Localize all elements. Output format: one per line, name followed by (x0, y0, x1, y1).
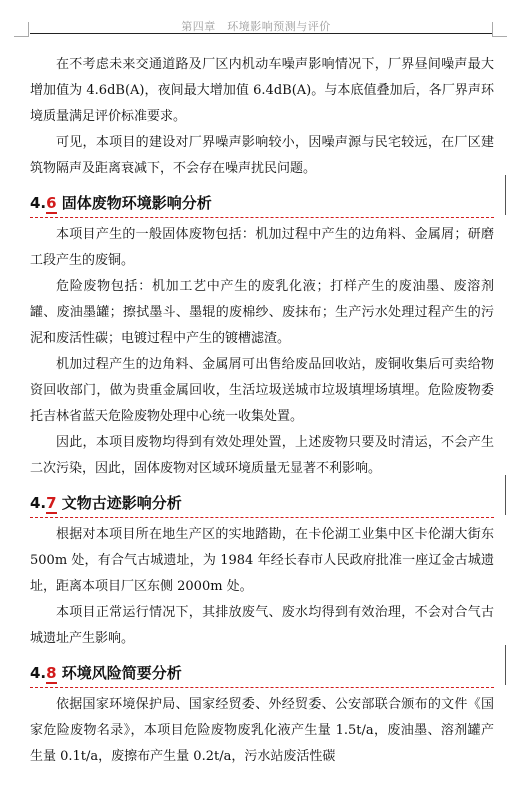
header-chapter-title: 第四章 环境影响预测与评价 (181, 20, 331, 33)
heading-number-tracked-change: 8 (46, 664, 57, 682)
heading-prefix: 4. (30, 494, 47, 512)
paragraph-waste-1: 本项目产生的一般固体废物包括：机加过程中产生的边角料、金属屑；研磨工段产生的废铜。 (30, 227, 494, 268)
revision-bar (505, 475, 506, 515)
revision-dashed-line (30, 217, 494, 218)
heading-title: 固体废物环境影响分析 (56, 194, 212, 212)
heading-prefix: 4. (30, 664, 47, 682)
paragraph-relic-2: 本项目正常运行情况下，其排放废气、废水均得到有效治理，不会对合气古城遗址产生影响。 (30, 605, 494, 646)
paragraph-noise-1: 在不考虑未来交通道路及厂区内机动车噪声影响情况下，厂界昼间噪声最大增加值为 4.6dB(A)，夜间最大增加值 6.4dB(A)。与本底值叠加后，各厂界声环境质量满足评价标准要求。 (30, 57, 494, 124)
paragraph-risk-1: 依据国家环境保护局、国家经贸委、外经贸委、公安部联合颁布的文件《国家危险废物名录》，本项目危险废物废乳化液产生量 1.5t/a，废油墨、溶剂罐产生量 0.1t/a，废擦布产生量 0.2t/a，污水站废活性碳 (30, 697, 494, 764)
document-body (30, 52, 494, 770)
paragraph-waste-3: 机加过程产生的边角料、金属屑可出售给废品回收站，废铜收集后可卖给物资回收部门，做为贵重金属回收，生活垃圾送城市垃圾填埋场填埋。危险废物委托吉林省蓝天危险废物处理中心统一收集处置。 (30, 357, 494, 424)
paragraph-relic-1: 根据对本项目所在地生产区的实地踏勘，在卡伦湖工业集中区卡伦湖大街东 500m 处，有合气古城遗址，为 1984 年经长春市人民政府批准一座辽金古城遗址，距离本项目厂区东侧 2000m 处。 (30, 527, 494, 594)
heading-4-7 (30, 491, 494, 515)
paragraph-noise-2: 可见，本项目的建设对厂界噪声影响较小，因噪声源与民宅较远，在厂区建筑物隔声及距离衰减下，不会存在噪声扰民问题。 (30, 135, 494, 176)
paragraph-waste-2: 危险废物包括：机加工艺中产生的废乳化液；打样产生的废油墨、废溶剂罐、废油墨罐；擦拭墨斗、墨辊的废棉纱、废抹布；生产污水处理过程产生的污泥和废活性碳；电镀过程中产生的镀槽滤渣。 (30, 279, 494, 346)
page-header (0, 0, 512, 34)
revision-dashed-line (30, 517, 494, 518)
paragraph-waste-4: 因此，本项目废物均得到有效处理处置，上述废物只要及时清运，不会产生二次污染，因此，固体废物对区域环境质量无显著不利影响。 (30, 435, 494, 476)
heading-number-tracked-change: 7 (46, 494, 57, 512)
heading-prefix: 4. (30, 194, 47, 212)
revision-dashed-line (30, 687, 494, 688)
heading-title: 环境风险简要分析 (56, 664, 182, 682)
heading-title: 文物古迹影响分析 (56, 494, 182, 512)
revision-bar (505, 645, 506, 685)
heading-number-tracked-change: 6 (46, 194, 57, 212)
heading-4-6 (30, 191, 494, 215)
header-rule (30, 33, 492, 34)
revision-bar (505, 175, 506, 215)
heading-4-8 (30, 661, 494, 685)
